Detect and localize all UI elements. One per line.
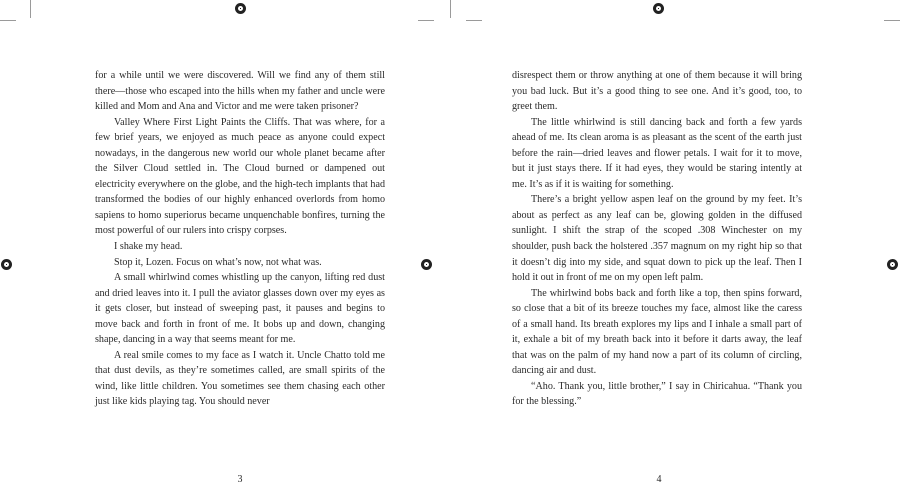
paragraph: for a while until we were discovered. Will we find any of them still there—those who escaped into the hills when my father and uncle were killed and Mom and Ana and Victor and me were taken prisoner? [95, 70, 385, 113]
right-page-body [512, 68, 802, 410]
paragraph: “Aho. Thank you, little brother,” I say in Chiricahua. “Thank you for the blessing.” [512, 380, 802, 408]
crop-mark [418, 20, 434, 21]
registration-mark-icon [1, 259, 12, 270]
crop-mark [0, 20, 16, 21]
paragraph: Valley Where First Light Paints the Cliffs. That was where, for a few brief years, we enjoyed as much peace as anyone could expect nowadays, in the dangerous new world our whole planet became after the Silver Cloud settled in. The Cloud burned or dampened out electricity everywhere on the globe, and the high-tech implants that had transformed the bodies of our highly enhanced overlords from homo sapiens to homo superiorus became unquenchable bonfires, turning the most powerful of our rulers into crispy corpses. [95, 116, 385, 237]
paragraph: A small whirlwind comes whistling up the canyon, lifting red dust and dried leaves into it. I pull the aviator glasses down over my eyes as it gets closer, but instead of sweeping past, it pauses and begins to move back and forth in front of me. It bobs up and down, changing shape, dancing in a way that seems meant for me. [95, 272, 385, 346]
page-number: 4 [656, 474, 662, 485]
paragraph: The whirlwind bobs back and forth like a top, then spins forward, so close that a bit of its breeze touches my face, almost like the caress of a small hand. Its breath explores my lips and I inhale a small part of it, exhale a bit of my breath back into it before it darts away, the leaf that was on the palm of my hand now a part of its column of circling, dancing air and dust. [512, 287, 802, 377]
page-number: 3 [237, 474, 243, 485]
left-page-body [95, 68, 385, 410]
registration-mark-icon [235, 3, 246, 14]
crop-mark [466, 20, 482, 21]
crop-mark [30, 0, 31, 18]
paragraph: I shake my head. [114, 241, 183, 253]
registration-mark-icon [421, 259, 432, 270]
registration-mark-icon [653, 3, 664, 14]
paragraph: A real smile comes to my face as I watch it. Uncle Chatto told me that dust devils, as they’re sometimes called, are small spirits of the wind, like little children. You sometimes see them chasing each other just like kids playing tag. You should never [95, 349, 385, 408]
crop-mark [884, 20, 900, 21]
registration-mark-icon [887, 259, 898, 270]
paragraph: There’s a bright yellow aspen leaf on the ground by my feet. It’s about as perfect as any leaf can be, glowing golden in the diffused sunlight. I shift the strap of the scoped .308 Winchester on my shoulder, push back the holstered .357 magnum on my right hip so that it doesn’t dig into my side, and squat down to pick up the leaf. Then I hold it out in front of me on my open left palm. [512, 194, 802, 284]
paragraph: Stop it, Lozen. Focus on what’s now, not what was. [114, 256, 322, 268]
paragraph: disrespect them or throw anything at one of them because it will bring you bad luck. But it’s a good thing to see one. And it’s good, too, to greet them. [512, 70, 802, 113]
crop-mark [450, 0, 451, 18]
right-page [450, 0, 900, 499]
paragraph: The little whirlwind is still dancing back and forth a few yards ahead of me. Its clean aroma is as pleasant as the scent of the earth just before the rain—dried leaves and flower petals. I wait for it to move, but it just stays there. If it had eyes, they would be staring intently at me. It’s as if it is waiting for something. [512, 116, 802, 190]
